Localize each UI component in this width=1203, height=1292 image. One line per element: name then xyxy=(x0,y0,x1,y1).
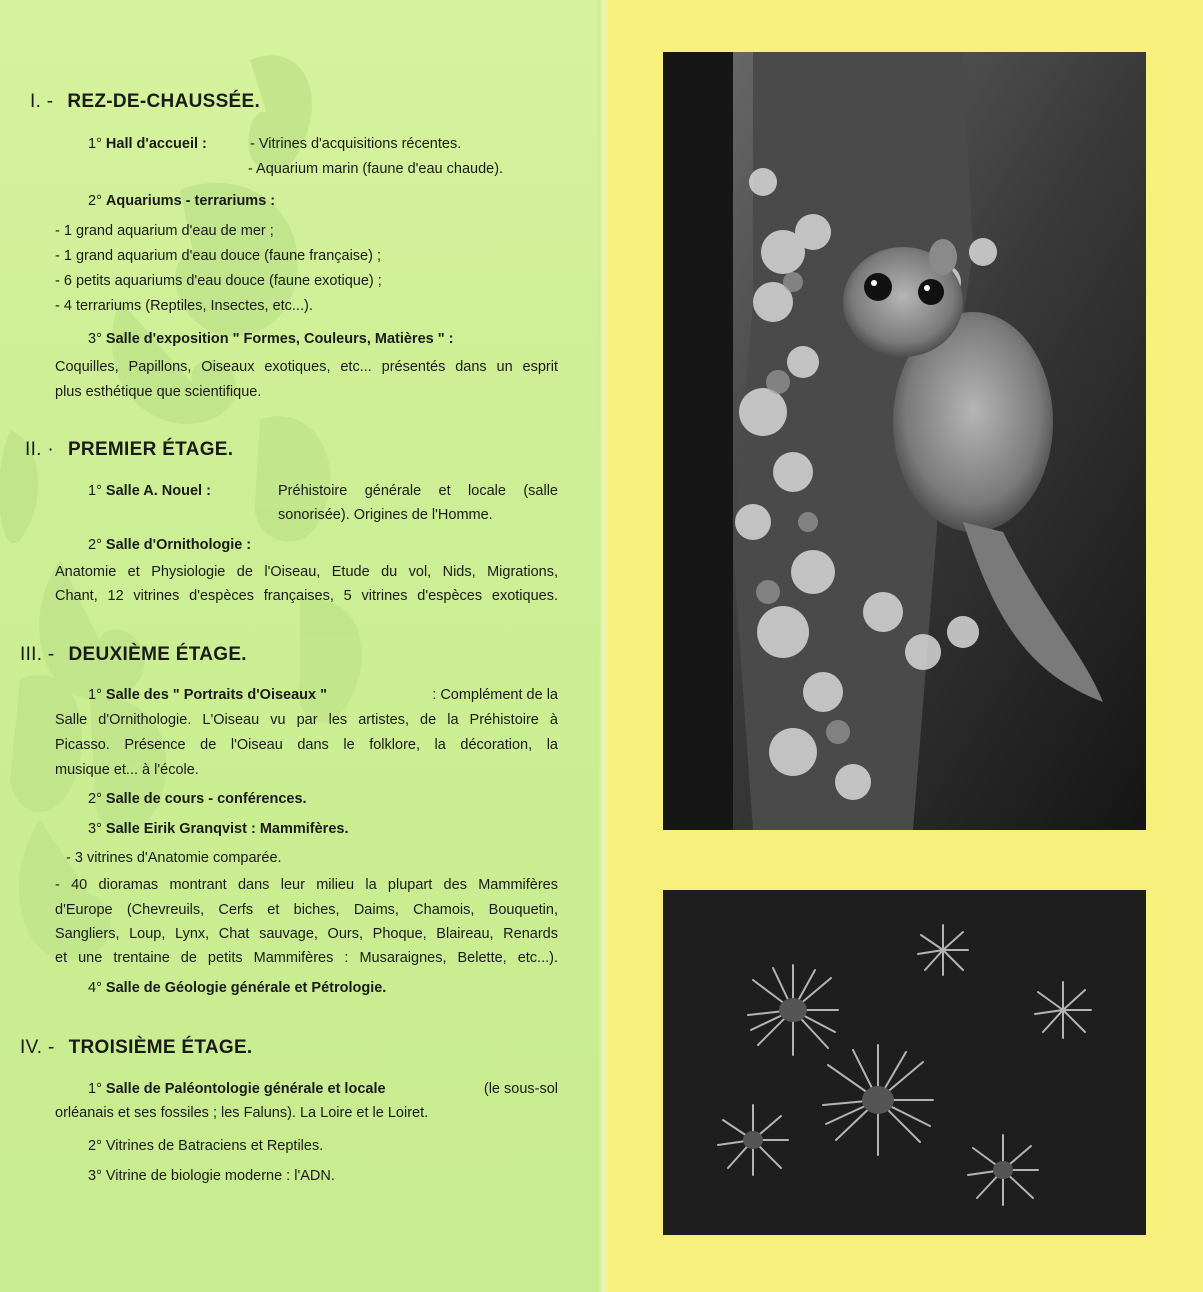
section-title: REZ-DE-CHAUSSÉE. xyxy=(67,91,261,112)
ornithologie-title: Salle d'Ornithologie : xyxy=(105,537,252,553)
right-page xyxy=(608,0,1203,1292)
eirik-text: et une trentaine de petits Mammifères : Musaraignes, Belette, etc...). xyxy=(55,950,558,966)
expo-title: Salle d'exposition " Formes, Couleurs, Matières " : xyxy=(105,331,454,347)
expo-heading xyxy=(88,327,453,352)
eirik-item: - 3 vitrines d'Anatomie comparée. xyxy=(66,850,282,866)
eirik-title: Salle Eirik Granqvist : Mammifères. xyxy=(105,821,349,837)
portraits-text: Picasso. Présence de l'Oiseau dans le folklore, la décoration, la xyxy=(55,737,558,753)
aquarium-item: - 4 terrariums (Reptiles, Insectes, etc...). xyxy=(55,298,313,314)
paleontologie-title: Salle de Paléontologie générale et locale xyxy=(105,1081,386,1097)
item-number: 2° xyxy=(88,193,102,209)
portraits-text: musique et... à l'école. xyxy=(55,762,199,778)
aquarium-item: - 1 grand aquarium d'eau douce (faune française) ; xyxy=(55,248,381,264)
geologie-title: Salle de Géologie générale et Pétrologie. xyxy=(105,980,387,996)
nouel-title: Salle A. Nouel : xyxy=(105,483,211,499)
paleontologie-text: (le sous-sol xyxy=(483,1081,558,1097)
section-number: IV. - xyxy=(20,1037,55,1058)
paleontologie-text: orléanais et ses fossiles ; les Faluns). La Loire et le Loiret. xyxy=(55,1105,429,1121)
ornithologie-text: Anatomie et Physiologie de l'Oiseau, Etude du vol, Nids, Migrations, xyxy=(55,564,558,580)
paleontologie-heading xyxy=(88,1077,558,1102)
adn-item: 3° Vitrine de biologie moderne : l'ADN. xyxy=(88,1168,335,1184)
item-number: 1° xyxy=(88,1081,102,1097)
section-1-heading xyxy=(30,91,260,113)
ornithologie-heading xyxy=(88,533,251,558)
section-title: PREMIER ÉTAGE. xyxy=(67,439,234,460)
page-fold xyxy=(598,0,608,1292)
ornithologie-text: Chant, 12 vitrines d'espèces françaises, 5 vitrines d'espèces exotiques. xyxy=(55,588,558,604)
geologie-heading xyxy=(88,976,386,1001)
expo-text: Coquilles, Papillons, Oiseaux exotiques, etc... présentés dans un esprit xyxy=(55,359,558,375)
item-number: 4° xyxy=(88,980,102,996)
section-number: II. · xyxy=(25,439,54,460)
aquariums-title: Aquariums - terrariums : xyxy=(105,193,276,209)
section-3-heading xyxy=(20,644,247,666)
hall-item: - Aquarium marin (faune d'eau chaude). xyxy=(248,161,504,177)
section-4-heading xyxy=(20,1037,253,1059)
item-number: 3° xyxy=(88,821,102,837)
nouel-text: Préhistoire générale et locale (salle xyxy=(278,483,558,499)
dormouse-photo xyxy=(663,52,1146,830)
portraits-text: : Complément de la xyxy=(432,687,558,703)
hall-heading xyxy=(88,132,207,157)
eirik-heading xyxy=(88,817,348,842)
section-title: DEUXIÈME ÉTAGE. xyxy=(68,644,247,665)
batraciens-item: 2° Vitrines de Batraciens et Reptiles. xyxy=(88,1138,324,1154)
section-2-heading xyxy=(25,439,233,461)
hall-title: Hall d'accueil : xyxy=(105,136,207,152)
aquarium-item: - 1 grand aquarium d'eau de mer ; xyxy=(55,223,274,239)
eirik-text: d'Europe (Chevreuils, Cerfs et biches, Daims, Chamois, Bouquetin, xyxy=(55,902,558,918)
section-number: III. - xyxy=(20,644,55,665)
item-number: 2° xyxy=(88,791,102,807)
cours-heading xyxy=(88,787,307,812)
expo-text: plus esthétique que scientifique. xyxy=(55,384,262,400)
nouel-heading xyxy=(88,479,211,504)
sea-anemones-photo xyxy=(663,890,1146,1235)
section-number: I. - xyxy=(30,91,54,112)
portraits-title: Salle des " Portraits d'Oiseaux " xyxy=(105,687,327,703)
portraits-heading xyxy=(88,683,558,708)
aquarium-item: - 6 petits aquariums d'eau douce (faune exotique) ; xyxy=(55,273,382,289)
aquariums-heading xyxy=(88,189,275,214)
hall-item: - Vitrines d'acquisitions récentes. xyxy=(250,136,462,152)
section-title: TROISIÈME ÉTAGE. xyxy=(68,1037,253,1058)
eirik-text: - 40 dioramas montrant dans leur milieu la plupart des Mammifères xyxy=(55,877,558,893)
item-number: 1° xyxy=(88,136,102,152)
left-page xyxy=(0,0,598,1292)
item-number: 3° xyxy=(88,331,102,347)
portraits-text: Salle d'Ornithologie. L'Oiseau vu par les artistes, de la Préhistoire à xyxy=(55,712,558,728)
cours-title: Salle de cours - conférences. xyxy=(105,791,307,807)
item-number: 2° xyxy=(88,537,102,553)
eirik-text: Sangliers, Loup, Lynx, Chat sauvage, Ours, Phoque, Blaireau, Renards xyxy=(55,926,558,942)
item-number: 1° xyxy=(88,687,102,703)
item-number: 1° xyxy=(88,483,102,499)
nouel-text: sonorisée). Origines de l'Homme. xyxy=(278,507,493,523)
